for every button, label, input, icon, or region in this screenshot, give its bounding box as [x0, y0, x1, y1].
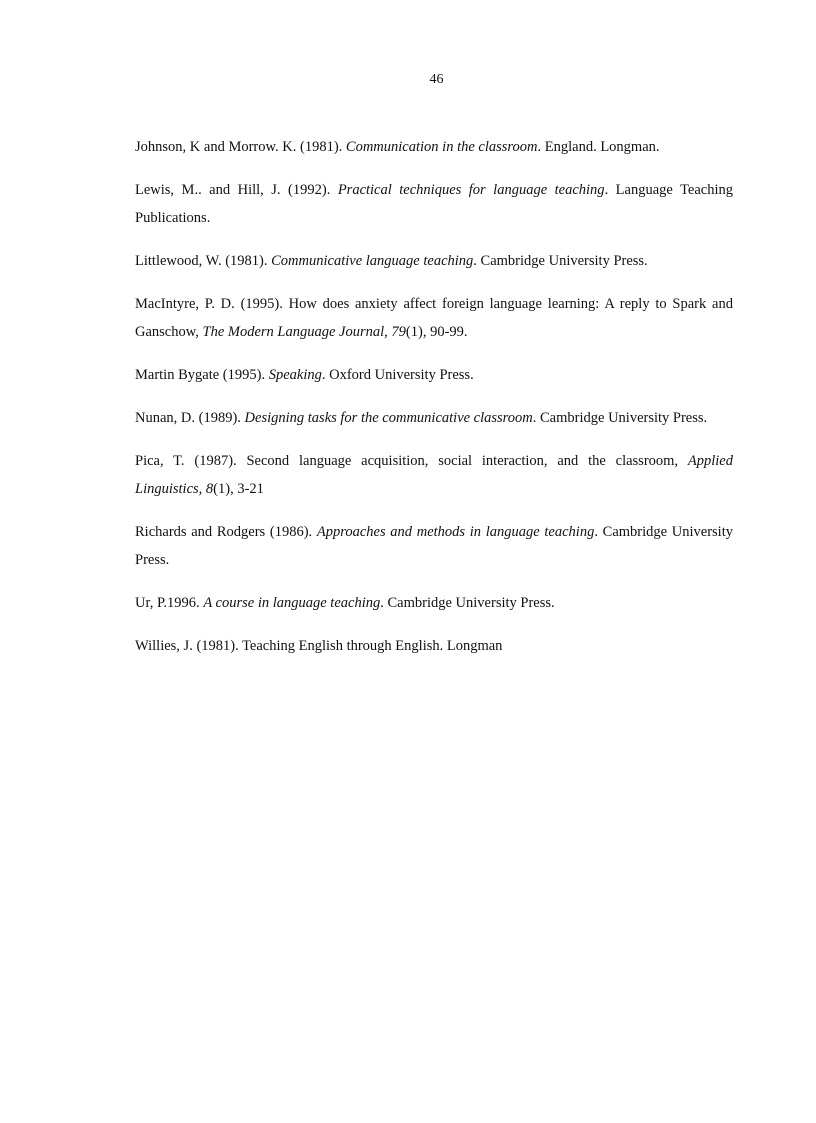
reference-text: . Cambridge University Press.: [135, 524, 733, 568]
reference-list: [135, 133, 733, 675]
reference-text: . Cambridge University Press.: [380, 595, 555, 611]
reference-text: (1), 3-21: [213, 481, 264, 497]
reference-text: ,: [384, 324, 392, 340]
reference-text: Willies, J. (1981). Teaching English through English. Longman: [135, 638, 503, 654]
reference-title: Approaches and methods in language teaching: [316, 524, 595, 540]
reference-title: A course in language teaching: [203, 595, 381, 611]
page-number: 46: [429, 72, 444, 87]
reference-title: The Modern Language Journal: [202, 324, 385, 340]
reference-text: MacIntyre, P. D. (1995). How does anxiety affect foreign language learning: A reply to Spark and Ganschow,: [135, 296, 733, 340]
reference-text: . Oxford University Press.: [321, 367, 474, 383]
reference-title: Speaking: [268, 367, 322, 383]
reference-title: Communication in the classroom: [345, 139, 538, 155]
reference-text: . Cambridge University Press.: [473, 253, 648, 269]
reference-entry: [135, 447, 733, 503]
reference-title: Communicative language teaching: [271, 253, 474, 269]
reference-title: Designing tasks for the communicative classroom: [244, 410, 533, 426]
reference-entry: [135, 361, 733, 389]
reference-text: . England. Longman.: [537, 139, 660, 155]
reference-text: Pica, T. (1987). Second language acquisition, social interaction, and the classroom,: [135, 453, 688, 469]
reference-title: Practical techniques for language teaching: [337, 182, 605, 198]
reference-text: Lewis, M.. and Hill, J. (1992).: [135, 182, 338, 198]
reference-entry: [135, 589, 733, 617]
reference-text: Martin Bygate (1995).: [135, 367, 269, 383]
reference-title: Applied Linguistics, 8: [135, 453, 733, 497]
reference-text: . Cambridge University Press.: [532, 410, 708, 426]
reference-text: . Language Teaching Publications.: [135, 182, 733, 226]
reference-entry: [135, 290, 733, 346]
reference-volume: 79: [391, 324, 406, 340]
reference-entry: [135, 133, 733, 161]
reference-entry: [135, 176, 733, 232]
reference-text: Richards and Rodgers (1986).: [135, 524, 317, 540]
reference-text: Nunan, D. (1989).: [135, 410, 245, 426]
reference-text: (1), 90-99.: [405, 324, 468, 340]
reference-text: Johnson, K and Morrow. K. (1981).: [135, 139, 346, 155]
reference-text: Littlewood, W. (1981).: [135, 253, 272, 269]
reference-entry: [135, 247, 733, 275]
reference-entry: [135, 518, 733, 574]
reference-entry: [135, 632, 733, 660]
reference-entry: [135, 404, 733, 432]
reference-text: Ur, P.1996.: [135, 595, 204, 611]
